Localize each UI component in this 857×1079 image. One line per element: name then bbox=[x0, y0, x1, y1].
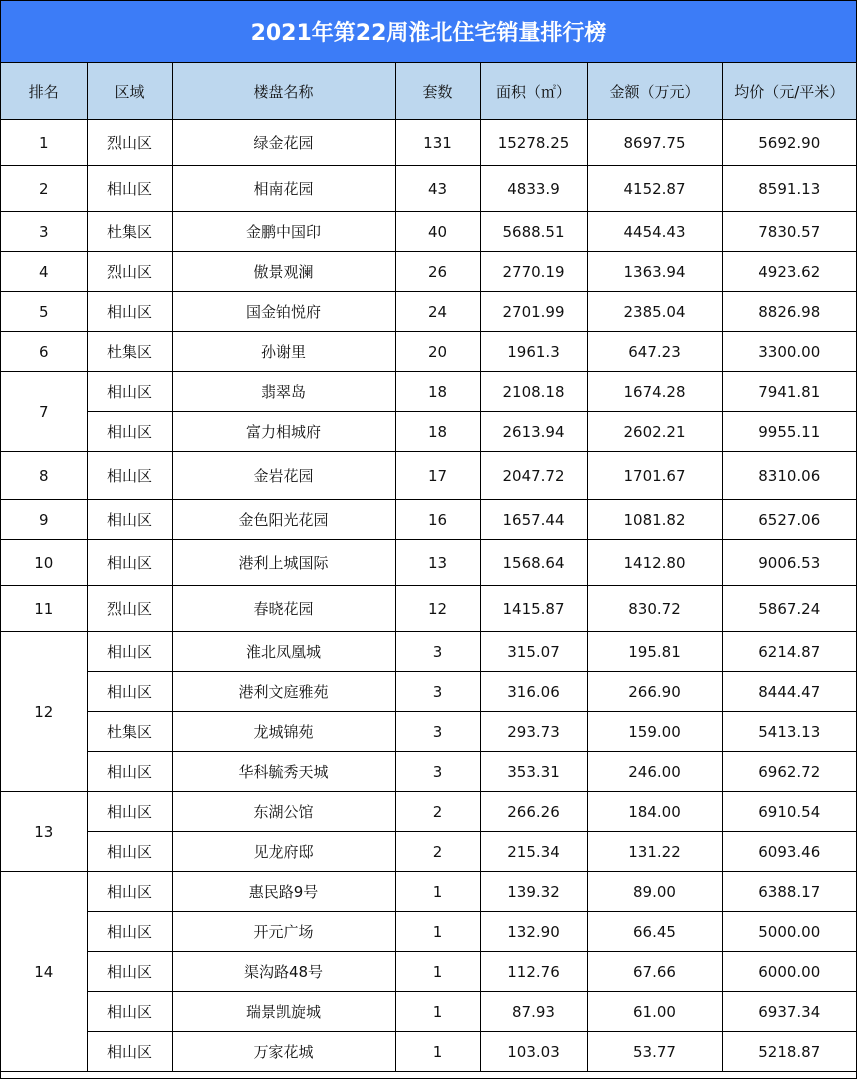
table-row bbox=[1, 292, 856, 332]
amount-cell: 1412.80 bbox=[587, 540, 722, 586]
project-name-cell: 开元广场 bbox=[172, 912, 395, 952]
rank-cell: 1 bbox=[1, 120, 87, 166]
avg-price-cell: 5867.24 bbox=[722, 586, 856, 632]
area-cell: 2701.99 bbox=[480, 292, 587, 332]
rank-cell: 9 bbox=[1, 500, 87, 540]
amount-cell: 8697.75 bbox=[587, 120, 722, 166]
avg-price-cell: 4923.62 bbox=[722, 252, 856, 292]
district-cell: 杜集区 bbox=[87, 332, 172, 372]
area-cell: 1568.64 bbox=[480, 540, 587, 586]
project-name-cell: 傲景观澜 bbox=[172, 252, 395, 292]
table-row bbox=[1, 166, 856, 212]
avg-price-cell: 6388.17 bbox=[722, 872, 856, 912]
project-name-cell: 国金铂悦府 bbox=[172, 292, 395, 332]
amount-cell: 1701.67 bbox=[587, 452, 722, 500]
units-cell: 1 bbox=[395, 912, 480, 952]
avg-price-cell: 6910.54 bbox=[722, 792, 856, 832]
avg-price-cell: 9006.53 bbox=[722, 540, 856, 586]
avg-price-cell: 3300.00 bbox=[722, 332, 856, 372]
district-cell: 相山区 bbox=[87, 372, 172, 412]
units-cell: 18 bbox=[395, 412, 480, 452]
project-name-cell: 华科毓秀天城 bbox=[172, 752, 395, 792]
district-cell: 烈山区 bbox=[87, 586, 172, 632]
district-cell: 相山区 bbox=[87, 832, 172, 872]
project-name-cell: 翡翠岛 bbox=[172, 372, 395, 412]
project-name-cell: 渠沟路48号 bbox=[172, 952, 395, 992]
table-row bbox=[1, 792, 856, 832]
district-cell: 杜集区 bbox=[87, 712, 172, 752]
project-name-cell: 金色阳光花园 bbox=[172, 500, 395, 540]
district-cell: 相山区 bbox=[87, 292, 172, 332]
rank-cell: 5 bbox=[1, 292, 87, 332]
avg-price-cell: 5413.13 bbox=[722, 712, 856, 752]
units-cell: 3 bbox=[395, 712, 480, 752]
col-header-district: 区域 bbox=[87, 63, 172, 120]
project-name-cell: 瑞景凯旋城 bbox=[172, 992, 395, 1032]
table-row bbox=[1, 752, 856, 792]
district-cell: 相山区 bbox=[87, 872, 172, 912]
district-cell: 相山区 bbox=[87, 412, 172, 452]
amount-cell: 89.00 bbox=[587, 872, 722, 912]
table-row bbox=[1, 412, 856, 452]
district-cell: 烈山区 bbox=[87, 252, 172, 292]
area-cell: 1657.44 bbox=[480, 500, 587, 540]
area-cell: 2770.19 bbox=[480, 252, 587, 292]
amount-cell: 184.00 bbox=[587, 792, 722, 832]
area-cell: 353.31 bbox=[480, 752, 587, 792]
project-name-cell: 见龙府邸 bbox=[172, 832, 395, 872]
district-cell: 相山区 bbox=[87, 792, 172, 832]
units-cell: 40 bbox=[395, 212, 480, 252]
amount-cell: 830.72 bbox=[587, 586, 722, 632]
col-header-units: 套数 bbox=[395, 63, 480, 120]
district-cell: 烈山区 bbox=[87, 120, 172, 166]
units-cell: 1 bbox=[395, 872, 480, 912]
table-row bbox=[1, 912, 856, 952]
amount-cell: 266.90 bbox=[587, 672, 722, 712]
amount-cell: 1674.28 bbox=[587, 372, 722, 412]
table-body bbox=[1, 120, 856, 1072]
units-cell: 3 bbox=[395, 672, 480, 712]
col-header-project-name: 楼盘名称 bbox=[172, 63, 395, 120]
project-name-cell: 港利上城国际 bbox=[172, 540, 395, 586]
project-name-cell: 富力相城府 bbox=[172, 412, 395, 452]
area-cell: 87.93 bbox=[480, 992, 587, 1032]
avg-price-cell: 6093.46 bbox=[722, 832, 856, 872]
page-title: 2021年第22周淮北住宅销量排行榜 bbox=[1, 1, 856, 63]
area-cell: 132.90 bbox=[480, 912, 587, 952]
area-cell: 4833.9 bbox=[480, 166, 587, 212]
rank-cell: 13 bbox=[1, 792, 87, 872]
amount-cell: 53.77 bbox=[587, 1032, 722, 1072]
project-name-cell: 港利文庭雅苑 bbox=[172, 672, 395, 712]
units-cell: 12 bbox=[395, 586, 480, 632]
avg-price-cell: 8310.06 bbox=[722, 452, 856, 500]
project-name-cell: 惠民路9号 bbox=[172, 872, 395, 912]
col-header-amount: 金额（万元） bbox=[587, 63, 722, 120]
district-cell: 相山区 bbox=[87, 992, 172, 1032]
table-row bbox=[1, 332, 856, 372]
rank-cell: 3 bbox=[1, 212, 87, 252]
project-name-cell: 东湖公馆 bbox=[172, 792, 395, 832]
ranking-table bbox=[1, 63, 856, 1072]
rank-cell: 12 bbox=[1, 632, 87, 792]
area-cell: 139.32 bbox=[480, 872, 587, 912]
area-cell: 315.07 bbox=[480, 632, 587, 672]
amount-cell: 66.45 bbox=[587, 912, 722, 952]
district-cell: 相山区 bbox=[87, 452, 172, 500]
area-cell: 112.76 bbox=[480, 952, 587, 992]
table-row bbox=[1, 452, 856, 500]
avg-price-cell: 8444.47 bbox=[722, 672, 856, 712]
units-cell: 13 bbox=[395, 540, 480, 586]
units-cell: 20 bbox=[395, 332, 480, 372]
table-row bbox=[1, 1032, 856, 1072]
amount-cell: 246.00 bbox=[587, 752, 722, 792]
table-row bbox=[1, 952, 856, 992]
units-cell: 17 bbox=[395, 452, 480, 500]
avg-price-cell: 5218.87 bbox=[722, 1032, 856, 1072]
units-cell: 18 bbox=[395, 372, 480, 412]
avg-price-cell: 7830.57 bbox=[722, 212, 856, 252]
district-cell: 相山区 bbox=[87, 672, 172, 712]
project-name-cell: 春晓花园 bbox=[172, 586, 395, 632]
header-row bbox=[1, 63, 856, 120]
table-row bbox=[1, 672, 856, 712]
rank-cell: 8 bbox=[1, 452, 87, 500]
amount-cell: 159.00 bbox=[587, 712, 722, 752]
area-cell: 215.34 bbox=[480, 832, 587, 872]
area-cell: 15278.25 bbox=[480, 120, 587, 166]
rank-cell: 6 bbox=[1, 332, 87, 372]
table-row bbox=[1, 632, 856, 672]
amount-cell: 67.66 bbox=[587, 952, 722, 992]
rank-cell: 7 bbox=[1, 372, 87, 452]
area-cell: 103.03 bbox=[480, 1032, 587, 1072]
area-cell: 316.06 bbox=[480, 672, 587, 712]
rank-cell: 11 bbox=[1, 586, 87, 632]
avg-price-cell: 6000.00 bbox=[722, 952, 856, 992]
avg-price-cell: 6527.06 bbox=[722, 500, 856, 540]
project-name-cell: 相南花园 bbox=[172, 166, 395, 212]
district-cell: 相山区 bbox=[87, 540, 172, 586]
rank-cell: 2 bbox=[1, 166, 87, 212]
district-cell: 相山区 bbox=[87, 500, 172, 540]
avg-price-cell: 5000.00 bbox=[722, 912, 856, 952]
units-cell: 2 bbox=[395, 792, 480, 832]
district-cell: 相山区 bbox=[87, 952, 172, 992]
area-cell: 2108.18 bbox=[480, 372, 587, 412]
amount-cell: 195.81 bbox=[587, 632, 722, 672]
area-cell: 293.73 bbox=[480, 712, 587, 752]
avg-price-cell: 6937.34 bbox=[722, 992, 856, 1032]
district-cell: 相山区 bbox=[87, 166, 172, 212]
amount-cell: 61.00 bbox=[587, 992, 722, 1032]
district-cell: 相山区 bbox=[87, 632, 172, 672]
units-cell: 1 bbox=[395, 992, 480, 1032]
rank-cell: 10 bbox=[1, 540, 87, 586]
avg-price-cell: 8826.98 bbox=[722, 292, 856, 332]
table-row bbox=[1, 372, 856, 412]
rank-cell: 14 bbox=[1, 872, 87, 1072]
avg-price-cell: 6962.72 bbox=[722, 752, 856, 792]
units-cell: 26 bbox=[395, 252, 480, 292]
area-cell: 2613.94 bbox=[480, 412, 587, 452]
table-row bbox=[1, 252, 856, 292]
avg-price-cell: 6214.87 bbox=[722, 632, 856, 672]
avg-price-cell: 9955.11 bbox=[722, 412, 856, 452]
table-row bbox=[1, 120, 856, 166]
project-name-cell: 万家花城 bbox=[172, 1032, 395, 1072]
units-cell: 131 bbox=[395, 120, 480, 166]
col-header-rank: 排名 bbox=[1, 63, 87, 120]
area-cell: 5688.51 bbox=[480, 212, 587, 252]
rank-cell: 4 bbox=[1, 252, 87, 292]
units-cell: 16 bbox=[395, 500, 480, 540]
amount-cell: 1081.82 bbox=[587, 500, 722, 540]
amount-cell: 4454.43 bbox=[587, 212, 722, 252]
avg-price-cell: 7941.81 bbox=[722, 372, 856, 412]
district-cell: 相山区 bbox=[87, 752, 172, 792]
table-row bbox=[1, 872, 856, 912]
area-cell: 1961.3 bbox=[480, 332, 587, 372]
table-row bbox=[1, 992, 856, 1032]
area-cell: 1415.87 bbox=[480, 586, 587, 632]
amount-cell: 4152.87 bbox=[587, 166, 722, 212]
units-cell: 1 bbox=[395, 1032, 480, 1072]
amount-cell: 2385.04 bbox=[587, 292, 722, 332]
table-row bbox=[1, 500, 856, 540]
col-header-area: 面积（㎡） bbox=[480, 63, 587, 120]
units-cell: 24 bbox=[395, 292, 480, 332]
amount-cell: 131.22 bbox=[587, 832, 722, 872]
table-row bbox=[1, 712, 856, 752]
project-name-cell: 孙谢里 bbox=[172, 332, 395, 372]
amount-cell: 647.23 bbox=[587, 332, 722, 372]
project-name-cell: 龙城锦苑 bbox=[172, 712, 395, 752]
area-cell: 266.26 bbox=[480, 792, 587, 832]
units-cell: 1 bbox=[395, 952, 480, 992]
units-cell: 3 bbox=[395, 632, 480, 672]
units-cell: 43 bbox=[395, 166, 480, 212]
amount-cell: 1363.94 bbox=[587, 252, 722, 292]
avg-price-cell: 8591.13 bbox=[722, 166, 856, 212]
district-cell: 相山区 bbox=[87, 1032, 172, 1072]
table-row bbox=[1, 586, 856, 632]
district-cell: 杜集区 bbox=[87, 212, 172, 252]
table-row bbox=[1, 540, 856, 586]
avg-price-cell: 5692.90 bbox=[722, 120, 856, 166]
units-cell: 2 bbox=[395, 832, 480, 872]
amount-cell: 2602.21 bbox=[587, 412, 722, 452]
project-name-cell: 淮北凤凰城 bbox=[172, 632, 395, 672]
district-cell: 相山区 bbox=[87, 912, 172, 952]
col-header-avg-price: 均价（元/平米） bbox=[722, 63, 856, 120]
area-cell: 2047.72 bbox=[480, 452, 587, 500]
project-name-cell: 绿金花园 bbox=[172, 120, 395, 166]
table-row bbox=[1, 832, 856, 872]
project-name-cell: 金鹏中国印 bbox=[172, 212, 395, 252]
project-name-cell: 金岩花园 bbox=[172, 452, 395, 500]
units-cell: 3 bbox=[395, 752, 480, 792]
table-row bbox=[1, 212, 856, 252]
